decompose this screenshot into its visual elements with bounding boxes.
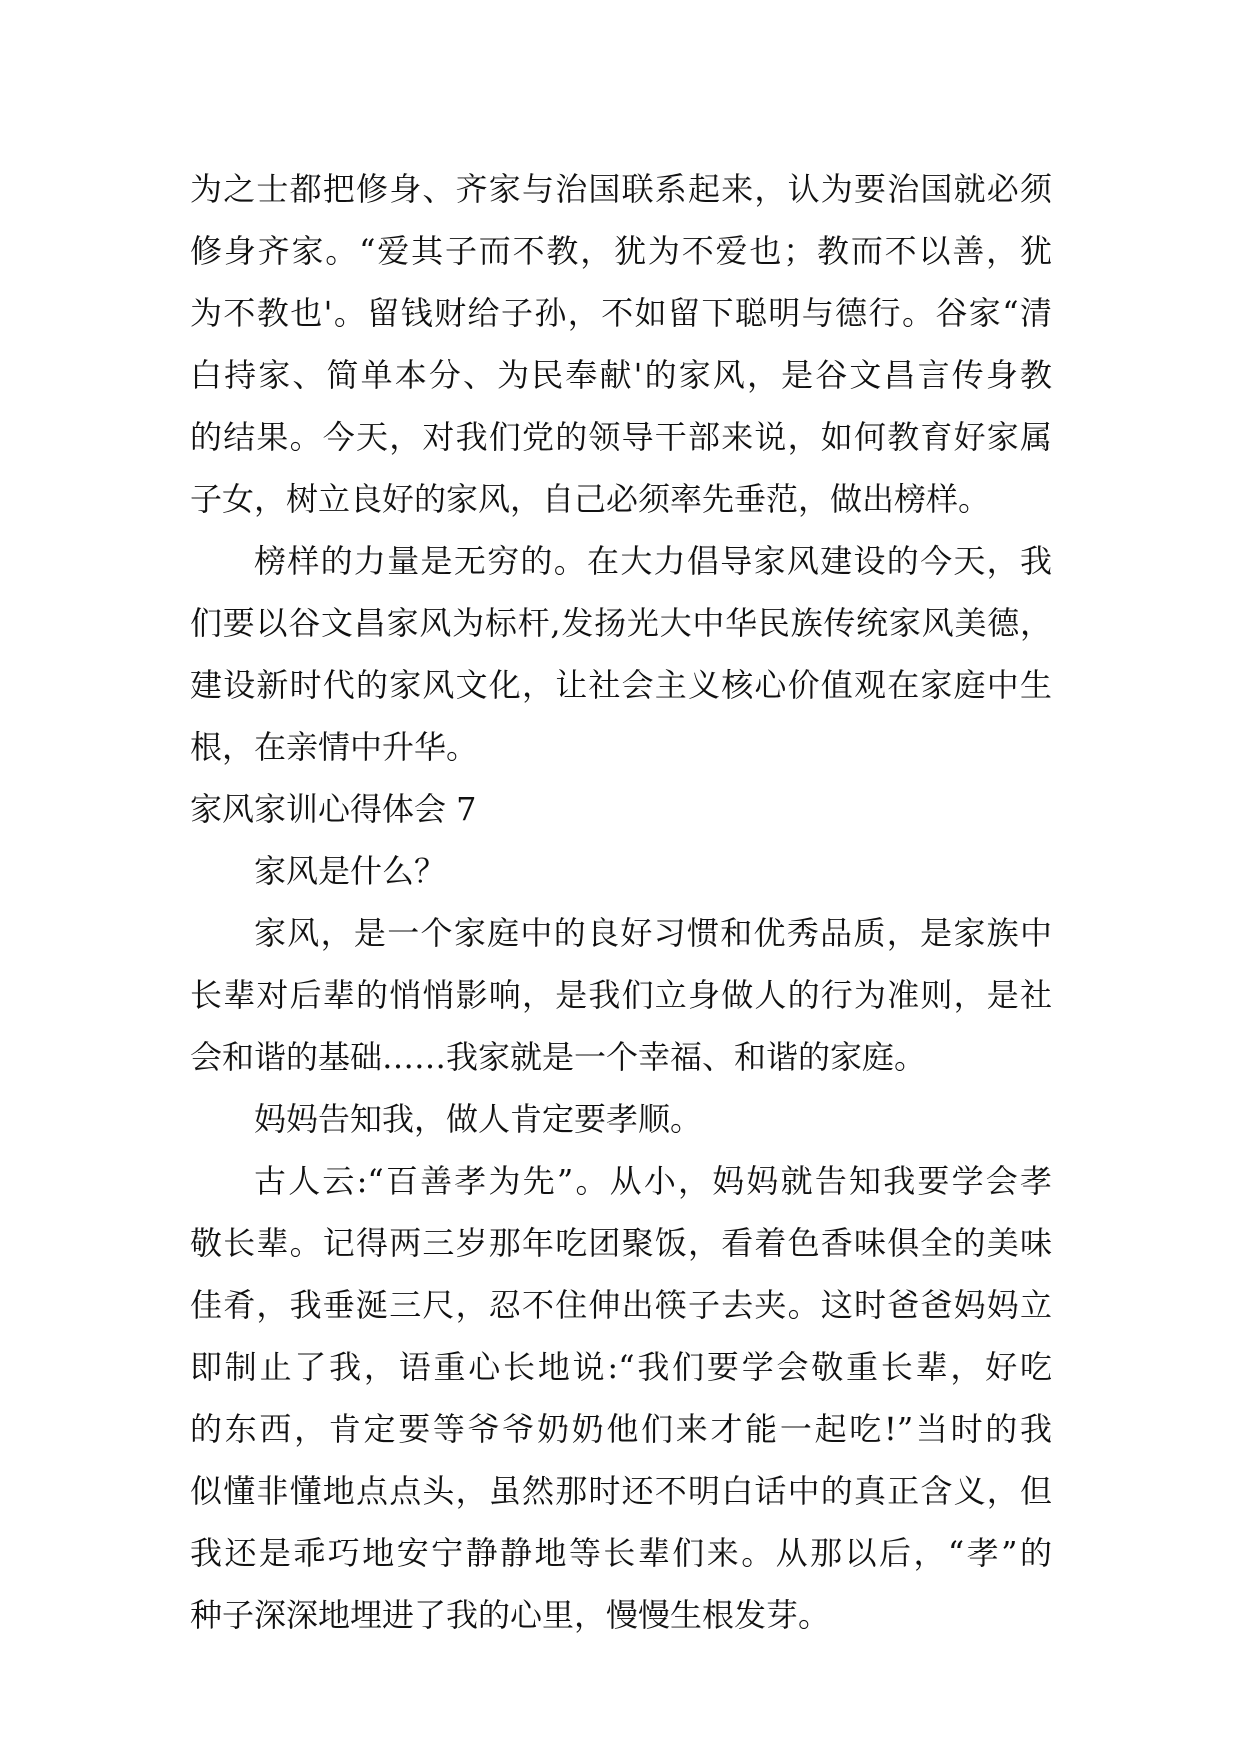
text-line: 建设新时代的家风文化，让社会主义核心价值观在家庭中生 <box>190 666 1052 704</box>
text-line: 家风是什么？ <box>254 852 447 890</box>
text-line: 敬长辈。记得两三岁那年吃团聚饭，看着色香味俱全的美味 <box>190 1224 1052 1262</box>
paragraph <box>190 1150 1052 1646</box>
text-line: 修身齐家。“爱其子而不教，犹为不爱也；教而不以善，犹 <box>190 232 1052 270</box>
paragraph <box>190 158 1052 530</box>
text-line: 为不教也'。留钱财给子孙，不如留下聪明与德行。谷家“清 <box>190 294 1052 332</box>
text-line: 妈妈告知我，做人肯定要孝顺。 <box>254 1100 703 1138</box>
text-line: 长辈对后辈的悄悄影响，是我们立身做人的行为准则，是社 <box>190 976 1052 1014</box>
paragraph <box>190 902 1052 1088</box>
text-line: 为之士都把修身、齐家与治国联系起来，认为要治国就必须 <box>190 170 1052 208</box>
text-line: 古人云:“百善孝为先”。从小，妈妈就告知我要学会孝 <box>254 1162 1052 1200</box>
paragraph <box>190 1088 1052 1150</box>
text-line: 子女，树立良好的家风，自己必须率先垂范，做出榜样。 <box>190 480 991 518</box>
text-line: 种子深深地埋进了我的心里，慢慢生根发芽。 <box>190 1596 831 1634</box>
text-line: 根，在亲情中升华。 <box>190 728 479 766</box>
text-line: 似懂非懂地点点头，虽然那时还不明白话中的真正含义，但 <box>190 1472 1052 1510</box>
text-line: 会和谐的基础……我家就是一个幸福、和谐的家庭。 <box>190 1038 927 1076</box>
text-line: 佳肴，我垂涎三尺，忍不住伸出筷子去夹。这时爸爸妈妈立 <box>190 1286 1052 1324</box>
text-line: 的结果。今天，对我们党的领导干部来说，如何教育好家属 <box>190 418 1052 456</box>
text-line: 家风，是一个家庭中的良好习惯和优秀品质，是家族中 <box>254 914 1052 952</box>
paragraph <box>190 530 1052 778</box>
text-line: 榜样的力量是无穷的。在大力倡导家风建设的今天，我 <box>254 542 1052 580</box>
paragraph <box>190 840 1052 902</box>
document-body <box>190 158 1052 1646</box>
section-heading: 家风家训心得体会 7 <box>190 790 477 828</box>
text-line: 我还是乖巧地安宁静静地等长辈们来。从那以后，“孝”的 <box>190 1534 1052 1572</box>
text-line: 们要以谷文昌家风为标杆,发扬光大中华民族传统家风美德， <box>190 604 1052 642</box>
text-line: 即制止了我，语重心长地说:“我们要学会敬重长辈，好吃 <box>190 1348 1052 1386</box>
text-line: 的东西，肯定要等爷爷奶奶他们来才能一起吃!”当时的我 <box>190 1410 1052 1448</box>
text-line: 白持家、简单本分、为民奉献'的家风，是谷文昌言传身教 <box>190 356 1052 394</box>
